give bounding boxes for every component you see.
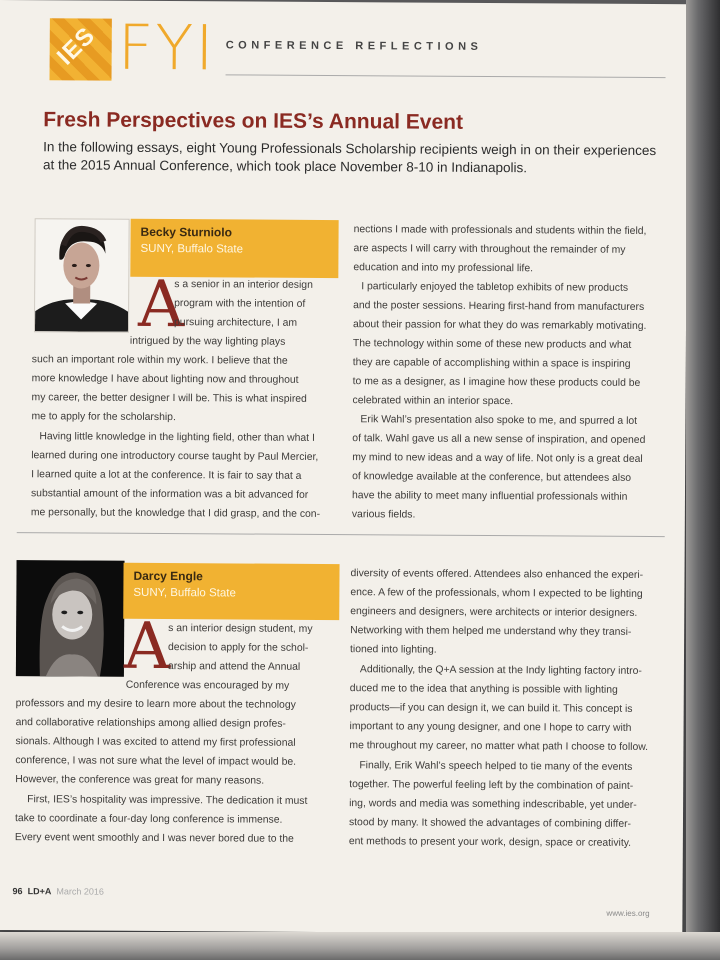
essay-2-right-column: [348, 568, 655, 849]
page-number: 96: [12, 886, 23, 897]
text-line: my mind to new ideas and a way of life. Not only is a great deal: [352, 452, 643, 465]
essay-divider: [17, 532, 665, 537]
text-line: professors and my desire to learn more about the technology: [15, 698, 296, 711]
text-line: Finally, Erik Wahl’s speech helped to tie many of the events: [359, 760, 633, 773]
drop-cap: A: [137, 267, 185, 343]
text-line: about their passion for what they do was remarkably motivating.: [352, 319, 647, 332]
text-line: substantial amount of the information was a bit advanced for: [30, 488, 309, 501]
page-edge-shadow: [686, 0, 720, 960]
text-line: decision to apply for the schol-: [168, 642, 309, 654]
text-line: diversity of events offered. Attendees also enhanced the experi-: [350, 568, 644, 581]
text-line: such an important role within my work. I believe that the: [31, 354, 288, 367]
text-line: Conference was encouraged by my: [125, 679, 290, 692]
text-line: program with the intention of: [174, 298, 306, 310]
text-line: me personally, but the knowledge that I did grasp, and the con-: [30, 507, 321, 520]
text-line: s an interior design student, my: [168, 623, 313, 635]
subtitle-line: at the 2015 Annual Conference, which took place November 8-10 in Indianapolis.: [42, 157, 528, 176]
text-line: ing, words and media was something indescribable, yet under-: [349, 798, 637, 811]
text-line: me to apply for the scholarship.: [31, 411, 176, 424]
ies-logo: [50, 18, 112, 80]
text-line: I learned quite a lot at the conference. It is fair to say that a: [31, 469, 302, 482]
author-name: Becky Sturniolo: [140, 224, 232, 240]
fyi-masthead: FYI: [117, 10, 216, 85]
page-folio: [13, 886, 104, 897]
text-line: duced me to the idea that anything is possible with lighting: [349, 683, 618, 696]
essay-1-left-column: [30, 354, 328, 520]
author-name: Darcy Engle: [133, 568, 203, 584]
text-line: of knowledge available at the conference, but attendees also: [352, 471, 632, 484]
text-line: stood by many. It showed the advantages of combining differ-: [348, 817, 632, 830]
text-line: intrigued by the way lighting plays: [129, 335, 286, 348]
subtitle-line: In the following essays, eight Young Professionals Scholarship recipients weigh in on their experiences: [43, 139, 657, 159]
text-line: have the ability to meet many influential professionals within: [351, 490, 628, 503]
text-line: pursuing architecture, I am: [173, 317, 298, 329]
header-rule: [226, 74, 666, 78]
author-school: SUNY, Buffalo State: [140, 242, 244, 256]
text-line: The technology within some of these new products and what: [352, 338, 632, 351]
page-bottom-edge: [0, 932, 720, 960]
becky-portrait-photo: [34, 218, 130, 333]
text-line: Having little knowledge in the lighting field, other than what I: [39, 431, 315, 444]
text-line: I particularly enjoyed the tabletop exhibits of new products: [361, 281, 629, 294]
text-line: and the poster sessions. Hearing first-hand from manufacturers: [353, 300, 645, 313]
text-line: together. The powerful feeling left by the combination of paint-: [349, 779, 634, 792]
essay-1-right-column: [351, 224, 654, 521]
text-line: education and into my professional life.: [353, 262, 534, 275]
text-line: s a senior in an interior design: [174, 279, 313, 291]
darcy-portrait-photo: [16, 560, 125, 677]
text-line: of talk. Wahl gave us all a new sense of inspiration, and opened: [352, 433, 646, 446]
text-line: However, the conference was great for many reasons.: [15, 774, 265, 787]
essay-2-left-column: [14, 698, 326, 845]
essay-1-intro-lines: [129, 279, 324, 348]
website-url: www.ies.org: [606, 908, 650, 918]
text-line: and collaborative relationships among allied design profes-: [15, 717, 286, 730]
text-line: they are capable of accomplishing within a space is inspiring: [352, 357, 631, 370]
text-line: engineers and designers, were architects or interior designers.: [350, 606, 638, 619]
article-title: Fresh Perspectives on IES’s Annual Event: [43, 108, 464, 134]
text-line: take to coordinate a four-day long conference is immense.: [14, 813, 283, 826]
text-line: more knowledge I have about lighting now and throughout: [31, 373, 299, 386]
text-line: learned during one introductory course taught by Paul Mercier,: [31, 450, 319, 463]
text-line: Erik Wahl’s presentation also spoke to me, and spurred a lot: [360, 414, 638, 427]
text-line: to me as a designer, as I imagine how these products could be: [352, 376, 641, 389]
text-line: First, IES’s hospitality was impressive. The dedication it must: [27, 794, 308, 807]
text-line: products—if you can design it, we can build it. This concept is: [349, 702, 633, 715]
author-school: SUNY, Buffalo State: [133, 586, 236, 600]
section-label: CONFERENCE REFLECTIONS: [225, 39, 483, 53]
text-line: ence. A few of the professionals, whom I expected to be lighting: [350, 587, 643, 600]
article-subtitle: [43, 138, 663, 178]
text-line: Every event went smoothly and I was never bored due to the: [14, 832, 294, 845]
text-line: Networking with them helped me understand why they transi-: [350, 625, 632, 638]
text-line: my career, the better designer I will be. This is what inspired: [31, 392, 307, 405]
text-line: me throughout my career, no matter what path I choose to follow.: [349, 740, 649, 753]
essay-2-intro-lines: [125, 623, 320, 692]
publication-name: LD+A: [27, 886, 52, 897]
drop-cap: A: [123, 609, 171, 685]
text-line: important to any young designer, and one I hope to carry with: [349, 721, 632, 734]
text-line: tioned into lighting.: [350, 644, 437, 656]
issue-date: March 2016: [56, 886, 104, 897]
text-line: ent methods to present your work, design, space or creativity.: [348, 836, 632, 849]
text-line: conference, I was not sure what the level of impact would be.: [15, 755, 297, 768]
text-line: various fields.: [351, 509, 416, 521]
text-line: sionals. Although I was excited to attend my first professional: [15, 736, 296, 749]
text-line: arship and attend the Annual: [167, 661, 301, 673]
text-line: nections I made with professionals and students within the field,: [353, 224, 647, 237]
text-line: celebrated within an interior space.: [352, 395, 514, 408]
text-line: Additionally, the Q+A session at the Indy lighting factory intro-: [359, 664, 642, 677]
ies-logo-text: IES: [51, 21, 101, 71]
text-line: are aspects I will carry with throughout the remainder of my: [353, 243, 626, 256]
